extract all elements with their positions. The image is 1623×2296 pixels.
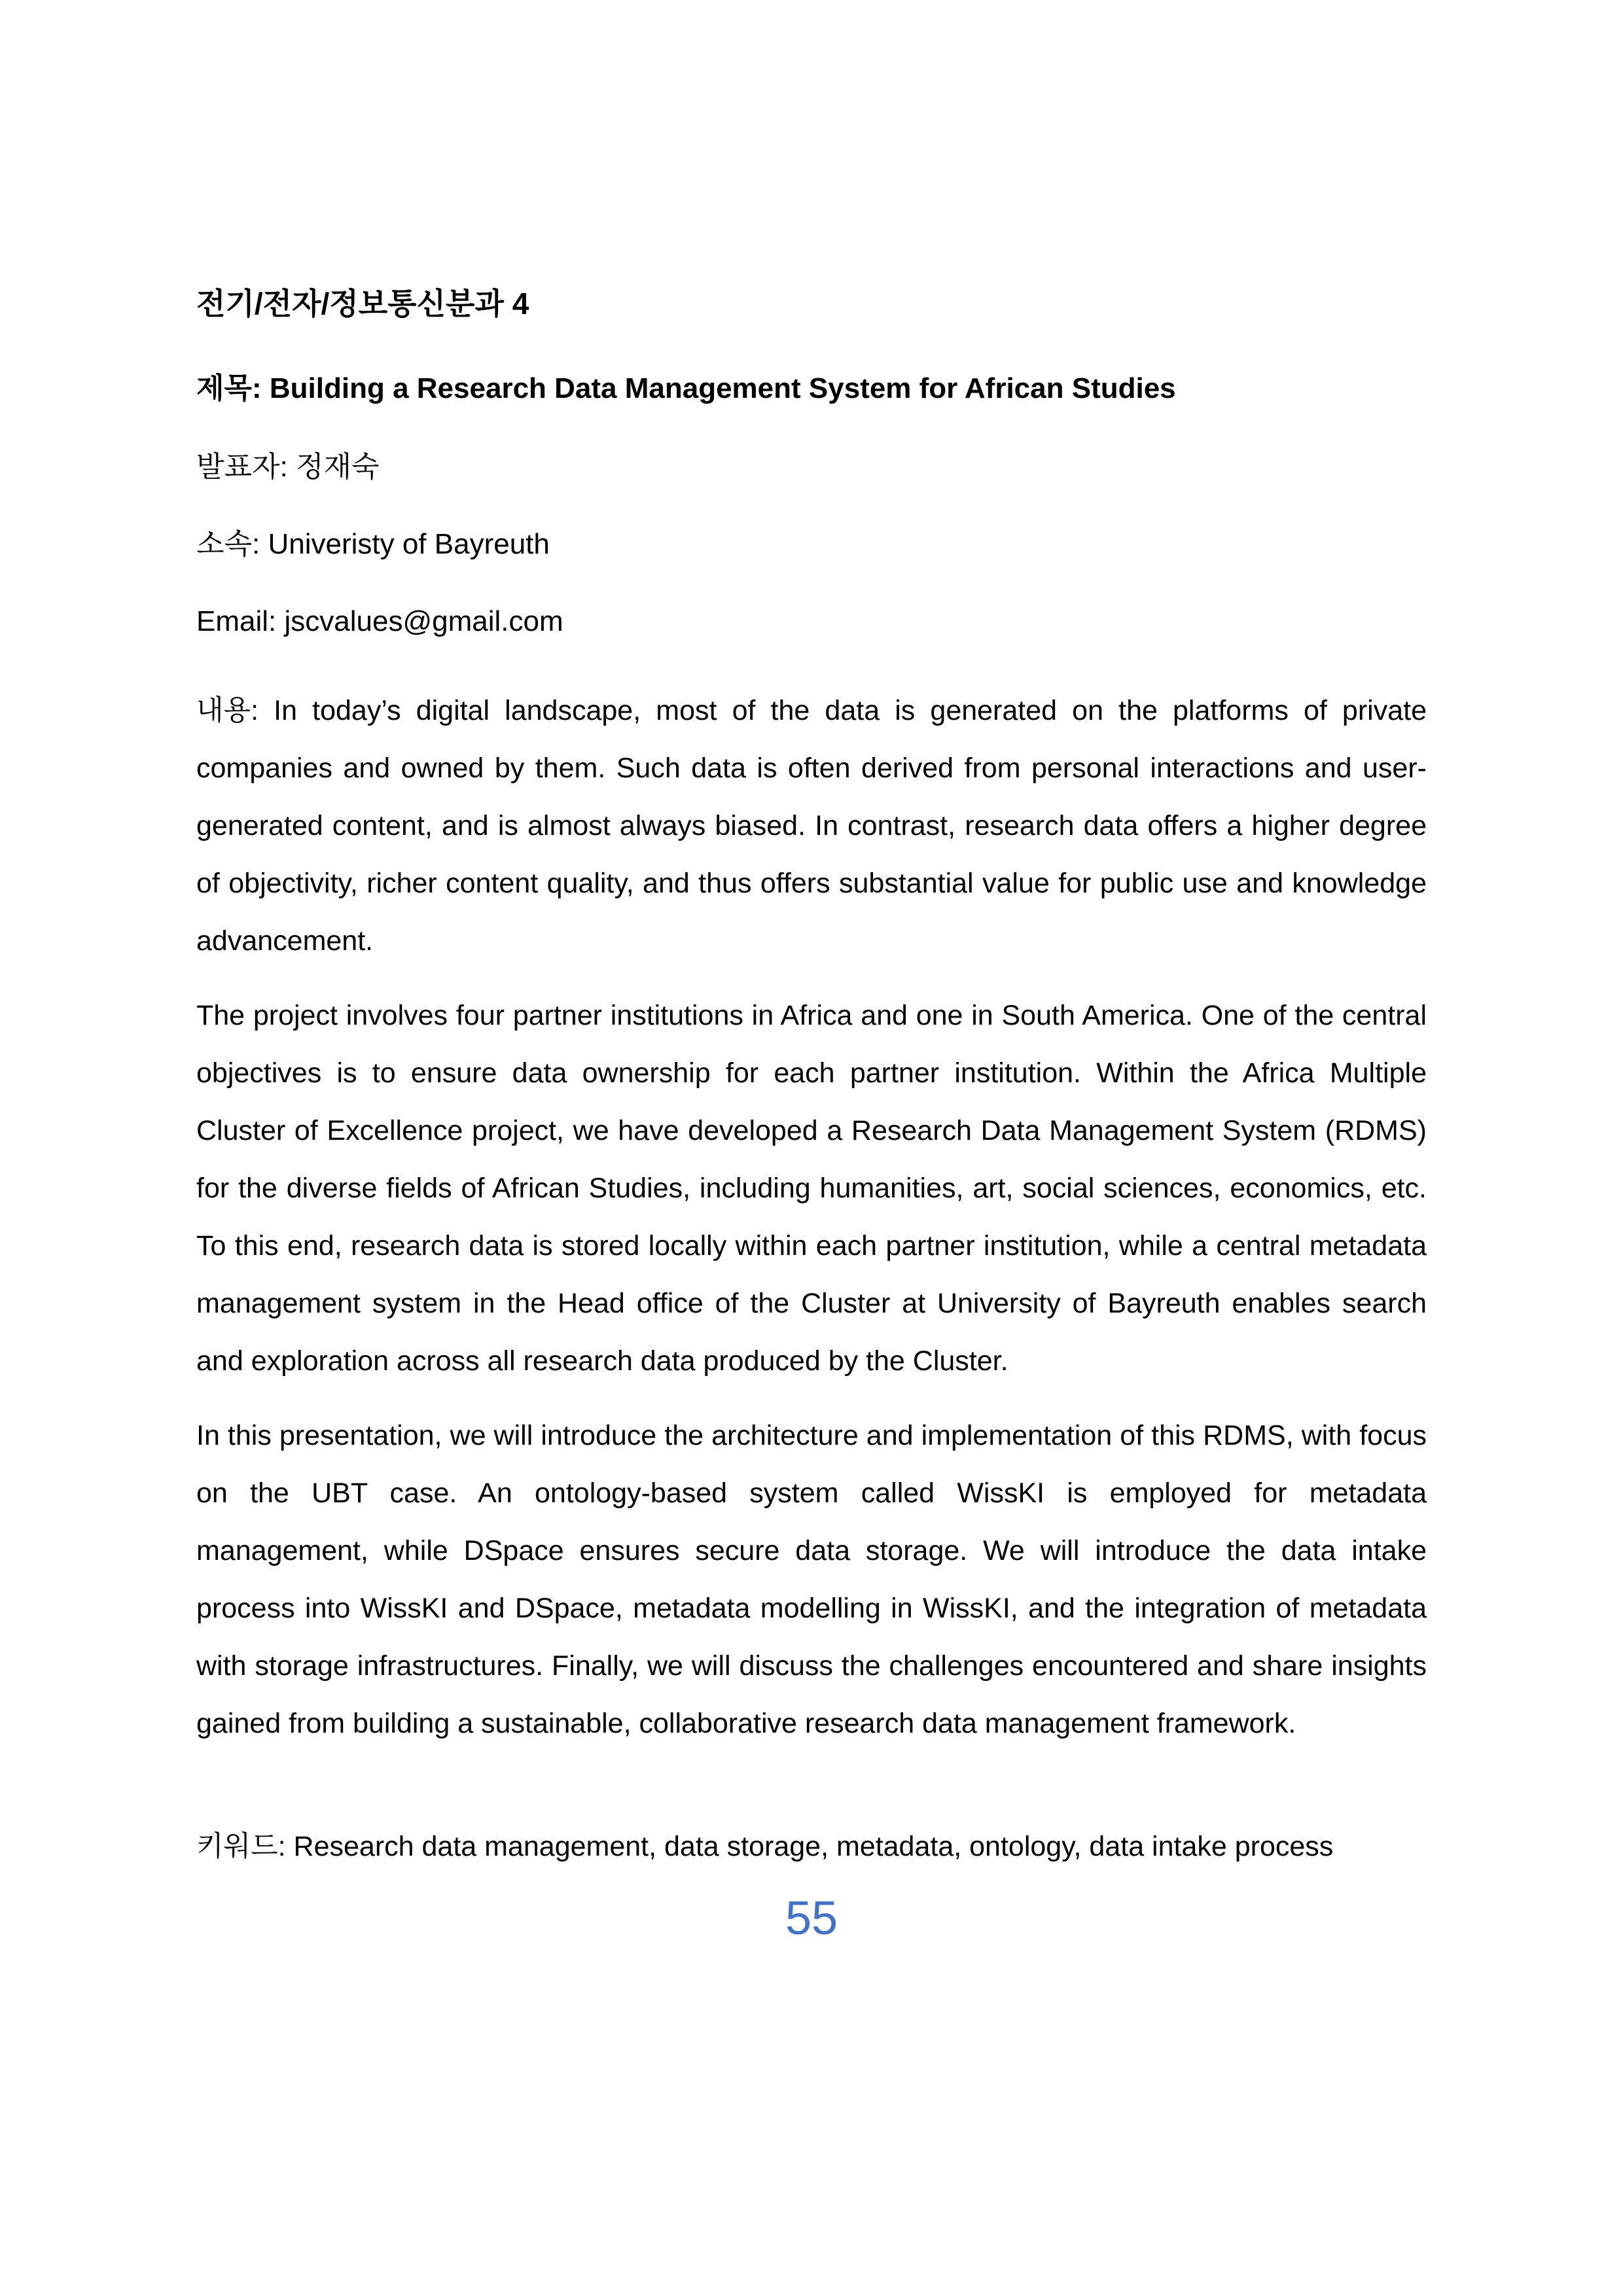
section-heading: 전기/전자/정보통신분과 4 (196, 287, 529, 321)
paper-title-line (196, 372, 1427, 406)
presenter-name: 정재숙 (295, 451, 380, 483)
abstract-paragraph-1-text: In today’s digital landscape, most of the data is generated on the platforms of private companies and owned by them. Such data is often derived from personal interactions and user-generated content, and is almost always biased. In contrast, research data offers a higher degree of objectivity, richer content quality, and thus offers substantial value for public use and knowledge advancement. (196, 695, 1427, 957)
presenter-label: 발표자: (196, 451, 288, 483)
abstract-label: 내용: (196, 695, 259, 726)
affiliation-line (196, 527, 1427, 561)
keywords-text: Research data management, data storage, metadata, ontology, data intake process (293, 1831, 1334, 1862)
paper-title-text: Building a Research Data Management System for African Studies (269, 372, 1176, 404)
affiliation-text: Univeristy of Bayreuth (268, 528, 550, 560)
email-line (196, 605, 1427, 639)
affiliation-label: 소속: (196, 528, 260, 560)
page-number: 55 (785, 1892, 838, 1945)
abstract-paragraph-2: The project involves four partner institutions in Africa and one in South America. One of the central objectives is to ensure data ownership for each partner institution. Within the Africa Multiple Cluster of Excellence project, we have developed a Research Data Management System (RDMS) for the diverse fields of African Studies, including humanities, art, social sciences, economics, etc. To this end, research data is stored locally within each partner institution, while a central metadata management system in the Head office of the Cluster at University of Bayreuth enables search and exploration across all research data produced by the Cluster. (196, 1000, 1427, 1377)
paper-title-label: 제목: (196, 372, 262, 404)
presenter-line (196, 450, 1427, 484)
keywords-label: 키워드: (196, 1831, 286, 1862)
abstract-paragraph-3: In this presentation, we will introduce the architecture and implementation of this RDMS, with focus on the UBT case. An ontology-based system called WissKI is employed for metadata management, while DSpace ensures secure data storage. We will introduce the data intake process into WissKI and DSpace, metadata modelling in WissKI, and the integration of metadata with storage infrastructures. Finally, we will discuss the challenges encountered and share insights gained from building a sustainable, collaborative research data management framework. (196, 1420, 1427, 1739)
keywords-line (196, 1818, 1427, 1875)
email-address: jscvalues@gmail.com (284, 605, 563, 637)
email-label: Email: (196, 605, 277, 637)
abstract-paragraph-1 (196, 682, 1427, 970)
